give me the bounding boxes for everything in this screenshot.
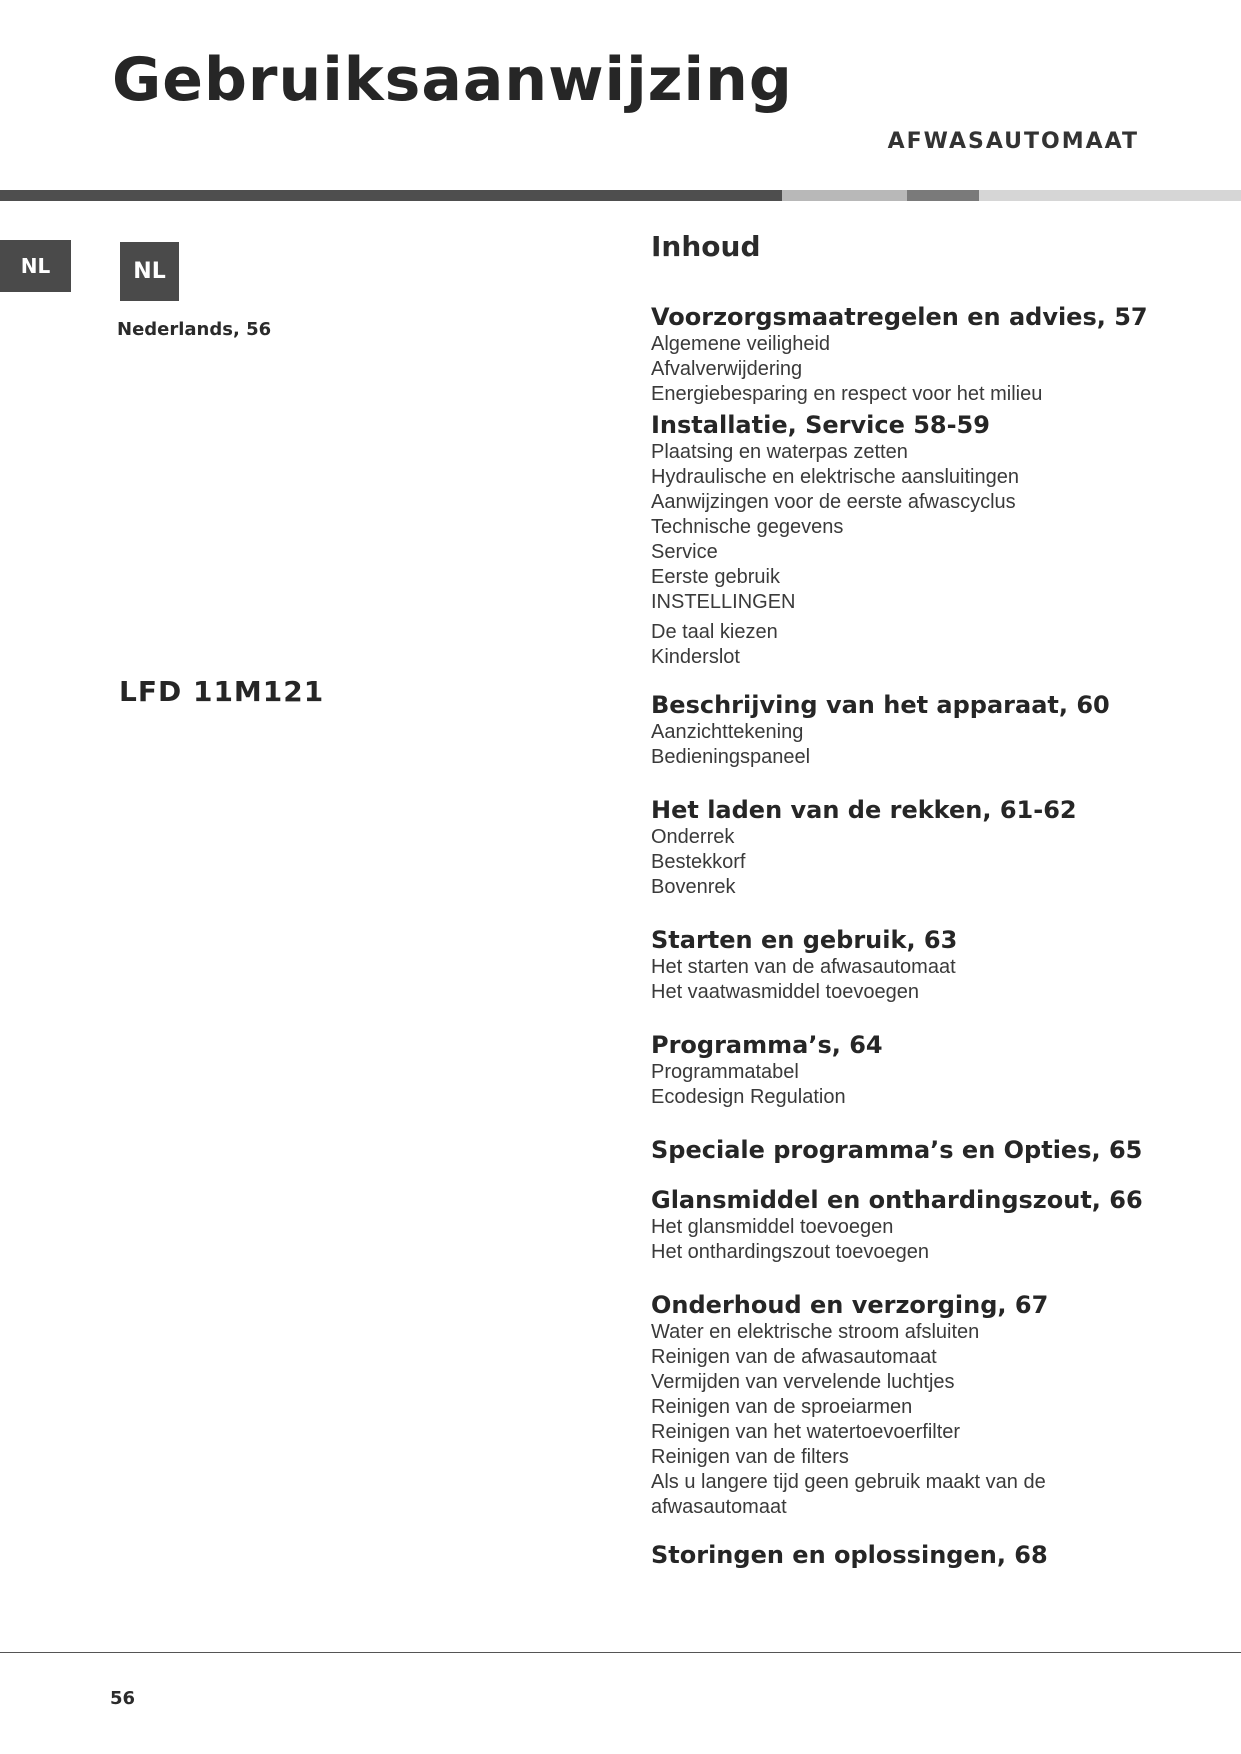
toc-item: Reinigen van het watertoevoerfilter xyxy=(651,1421,961,1443)
toc-section-starting xyxy=(651,925,1211,1005)
header-stripe-dark xyxy=(0,190,782,201)
toc-section-title: Storingen en oplossingen, 68 xyxy=(651,1541,1048,1569)
toc-item: Onderrek xyxy=(651,826,735,848)
language-edge-tab: NL xyxy=(0,240,71,292)
toc-section-title: Voorzorgsmaatregelen en advies, 57 xyxy=(651,303,1148,331)
toc-item: Plaatsing en waterpas zetten xyxy=(651,441,908,463)
page-number: 56 xyxy=(110,1688,136,1709)
toc-item: Aanzichttekening xyxy=(651,721,804,743)
toc-item: Hydraulische en elektrische aansluitingen xyxy=(651,466,1019,488)
toc-item: INSTELLINGEN xyxy=(651,591,796,613)
toc-item: Programmatabel xyxy=(651,1061,799,1083)
document-title: Gebruiksaanwijzing xyxy=(112,45,793,115)
toc-item: Bestekkorf xyxy=(651,851,746,873)
header-stripe-light xyxy=(782,190,907,201)
language-badge: NL xyxy=(120,242,179,301)
toc-section-rinse-aid xyxy=(651,1185,1211,1265)
toc-section-title: Speciale programma’s en Opties, 65 xyxy=(651,1136,1143,1164)
footer-divider xyxy=(0,1652,1241,1653)
toc-item: Afvalverwijdering xyxy=(651,358,803,380)
toc-item: De taal kiezen xyxy=(651,621,778,643)
toc-item: Energiebesparing en respect voor het milieu xyxy=(651,383,1043,405)
toc-section-programmes xyxy=(651,1030,1211,1110)
header-stripe-pale xyxy=(979,190,1241,201)
document-subtitle: AFWASAUTOMAAT xyxy=(887,129,1139,154)
toc-item: Ecodesign Regulation xyxy=(651,1086,846,1108)
toc-item: Het onthardingszout toevoegen xyxy=(651,1241,929,1263)
toc-section-title: Onderhoud en verzorging, 67 xyxy=(651,1291,1049,1319)
model-number: LFD 11M121 xyxy=(119,675,325,708)
toc-section-title: Het laden van de rekken, 61-62 xyxy=(651,796,1077,824)
toc-item: Het starten van de afwasautomaat xyxy=(651,956,956,978)
toc-section-title: Glansmiddel en onthardingszout, 66 xyxy=(651,1186,1143,1214)
toc-item: afwasautomaat xyxy=(651,1496,787,1518)
header-stripe-mid xyxy=(907,190,979,201)
toc-section-installation xyxy=(651,410,1211,670)
toc-section-precautions xyxy=(651,302,1211,407)
toc-item: Het vaatwasmiddel toevoegen xyxy=(651,981,919,1003)
toc-item: Water en elektrische stroom afsluiten xyxy=(651,1321,980,1343)
toc-section-loading-racks xyxy=(651,795,1211,900)
toc-item: Aanwijzingen voor de eerste afwascyclus xyxy=(651,491,1016,513)
toc-item: Bovenrek xyxy=(651,876,736,898)
toc-item: Als u langere tijd geen gebruik maakt van de xyxy=(651,1471,1046,1493)
toc-item: Service xyxy=(651,541,718,563)
toc-section-description xyxy=(651,690,1211,770)
toc-section-title: Installatie, Service 58-59 xyxy=(651,411,990,439)
toc-section-title: Beschrijving van het apparaat, 60 xyxy=(651,691,1110,719)
toc-section-troubleshooting xyxy=(651,1540,1211,1570)
toc-item: Eerste gebruik xyxy=(651,566,780,588)
toc-item: Reinigen van de sproeiarmen xyxy=(651,1396,913,1418)
toc-item: Technische gegevens xyxy=(651,516,844,538)
toc-item: Reinigen van de afwasautomaat xyxy=(651,1346,937,1368)
toc-section-title: Programma’s, 64 xyxy=(651,1031,883,1059)
toc-item: Bedieningspaneel xyxy=(651,746,811,768)
toc-item: Vermijden van vervelende luchtjes xyxy=(651,1371,955,1393)
toc-heading: Inhoud xyxy=(651,230,761,263)
toc-section-title: Starten en gebruik, 63 xyxy=(651,926,958,954)
toc-item: Kinderslot xyxy=(651,646,740,668)
language-page-reference: Nederlands, 56 xyxy=(117,319,272,340)
toc-section-special-programmes xyxy=(651,1135,1211,1165)
toc-item: Reinigen van de filters xyxy=(651,1446,849,1468)
toc-item: Het glansmiddel toevoegen xyxy=(651,1216,894,1238)
toc-section-maintenance xyxy=(651,1290,1211,1520)
toc-item: Algemene veiligheid xyxy=(651,333,831,355)
